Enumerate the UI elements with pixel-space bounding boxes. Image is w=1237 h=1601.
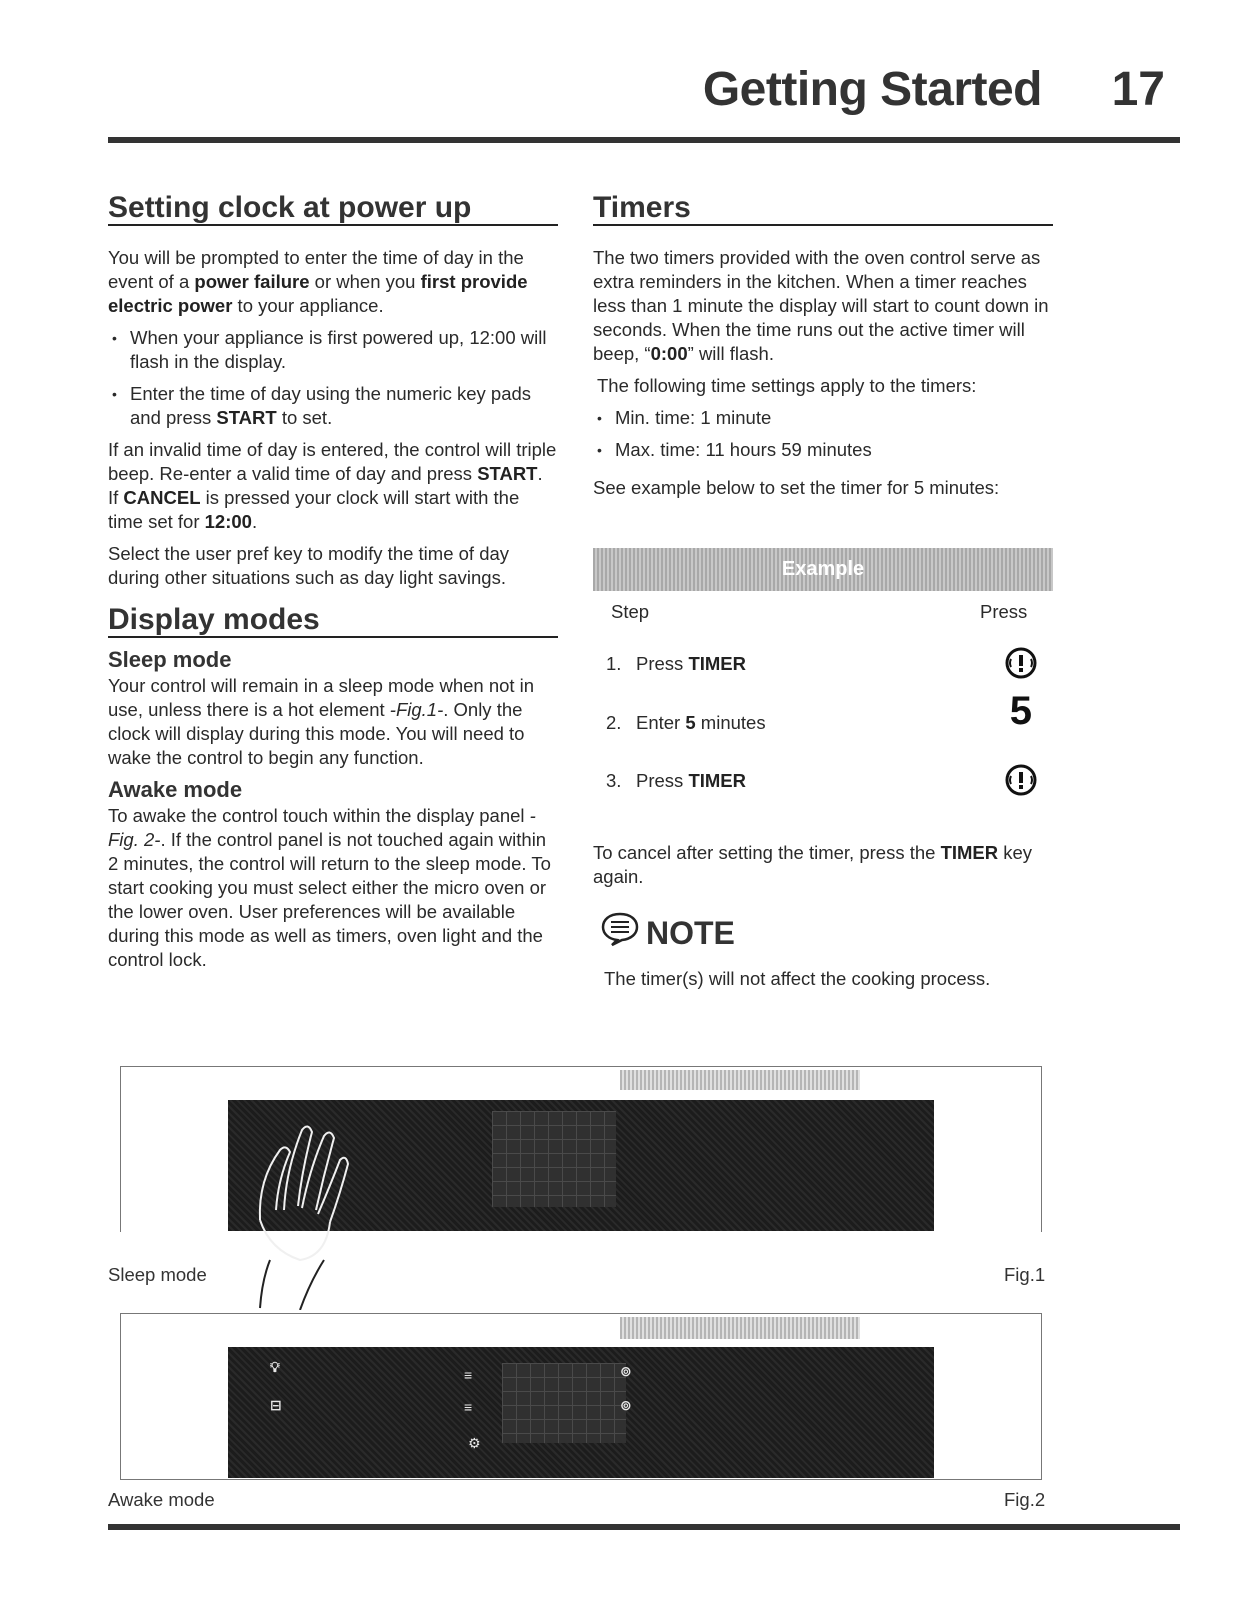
lower-oven-icon[interactable]: ≡ — [464, 1399, 473, 1415]
awake-mode-heading: Awake mode — [108, 777, 243, 802]
timers-heading: Timers — [593, 196, 1053, 226]
clock-invalid-text: If an invalid time of day is entered, the control will triple beep. Re-enter a valid time of day and press START. If CANCEL is pressed your clock will start with the time set for 12:00. — [108, 439, 557, 532]
cancel-text: To cancel after setting the timer, press the TIMER key again. — [593, 842, 1033, 887]
fig1-label: Fig.1 — [1004, 1264, 1046, 1285]
timer-2-icon[interactable]: ⊚ — [620, 1397, 632, 1413]
timer-setting: • Max. time: 11 hours 59 minutes — [593, 438, 1053, 462]
header-rule — [108, 137, 1180, 143]
example-step: 3. Press TIMER — [606, 769, 1038, 793]
example-col-press: Press — [980, 601, 1028, 622]
clock-intro: You will be prompted to enter the time of day in the event of a power failure or when you first provide electric power to your appliance. — [108, 247, 528, 316]
timer-settings-list — [593, 406, 1053, 462]
micro-oven-icon[interactable]: ≡ — [464, 1367, 473, 1383]
timer-icon — [1004, 646, 1038, 686]
timers-intro: The two timers provided with the oven control serve as extra reminders in the kitchen. When a timer reaches less than 1 minute the display will start to count down in seconds. When the time runs out the active timer will beep, “0:00” will flash. — [593, 247, 1049, 364]
timer-setting: • Min. time: 1 minute — [593, 406, 1053, 430]
right-column — [593, 191, 1053, 508]
light-icon[interactable]: 💡︎ — [270, 1359, 280, 1375]
page-title: Getting Started — [702, 63, 1042, 116]
fig2-vent — [620, 1317, 860, 1339]
sleep-mode-text: Your control will remain in a sleep mode when not in use, unless there is a hot element -Fig.1-. Only the clock will display during this mode. You will need to wake the control to begin any function. — [108, 675, 535, 768]
example-intro: See example below to set the timer for 5 minutes: — [593, 477, 1000, 498]
clock-bullets — [108, 326, 558, 430]
note-heading: NOTE — [600, 911, 735, 955]
fig1-display — [492, 1111, 616, 1207]
awake-mode-text: To awake the control touch within the display panel -Fig. 2-. If the control panel is not touched again within 2 minutes, the control will return to the sleep mode. To start cooking you must select either the micro oven or the lower oven. User preferences will be available during this mode as well as timers, oven light and the control lock. — [108, 805, 551, 970]
clock-bullet: • When your appliance is first powered up, 12:00 will flash in the display. — [108, 326, 558, 374]
example-header: Example — [593, 548, 1053, 591]
example-step: 2. Enter 5 minutes 5 — [606, 689, 1032, 733]
sleep-mode-heading: Sleep mode — [108, 647, 232, 672]
user-pref-icon[interactable]: ⚙ — [468, 1435, 481, 1451]
left-column — [108, 191, 558, 980]
clock-heading: Setting clock at power up — [108, 196, 558, 226]
timer-icon — [1004, 763, 1038, 803]
lock-icon[interactable]: ⊟ — [270, 1397, 282, 1413]
fig2-caption: Awake mode — [108, 1489, 215, 1510]
clock-bullet: • Enter the time of day using the numeric key pads and press START to set. — [108, 382, 558, 430]
fig2-control-panel — [228, 1347, 934, 1478]
key-5: 5 — [1009, 689, 1032, 733]
fig1-caption: Sleep mode — [108, 1264, 207, 1285]
fig2-display — [502, 1363, 626, 1443]
timers-settings-intro: The following time settings apply to the timers: — [597, 375, 977, 396]
hand-icon — [240, 1110, 360, 1315]
example-step: 1. Press TIMER — [606, 652, 1038, 676]
timer-1-icon[interactable]: ⊚ — [620, 1363, 632, 1379]
fig1-vent — [620, 1070, 860, 1090]
page-number: 17 — [1111, 63, 1165, 116]
clock-user-pref-text: Select the user pref key to modify the time of day during other situations such as day light savings. — [108, 543, 510, 588]
fig2-label: Fig.2 — [1004, 1489, 1046, 1510]
note-icon — [600, 911, 640, 955]
example-col-step: Step — [611, 601, 650, 622]
note-text: The timer(s) will not affect the cooking process. — [604, 968, 991, 989]
display-modes-heading: Display modes — [108, 608, 558, 638]
footer-rule — [108, 1524, 1180, 1530]
